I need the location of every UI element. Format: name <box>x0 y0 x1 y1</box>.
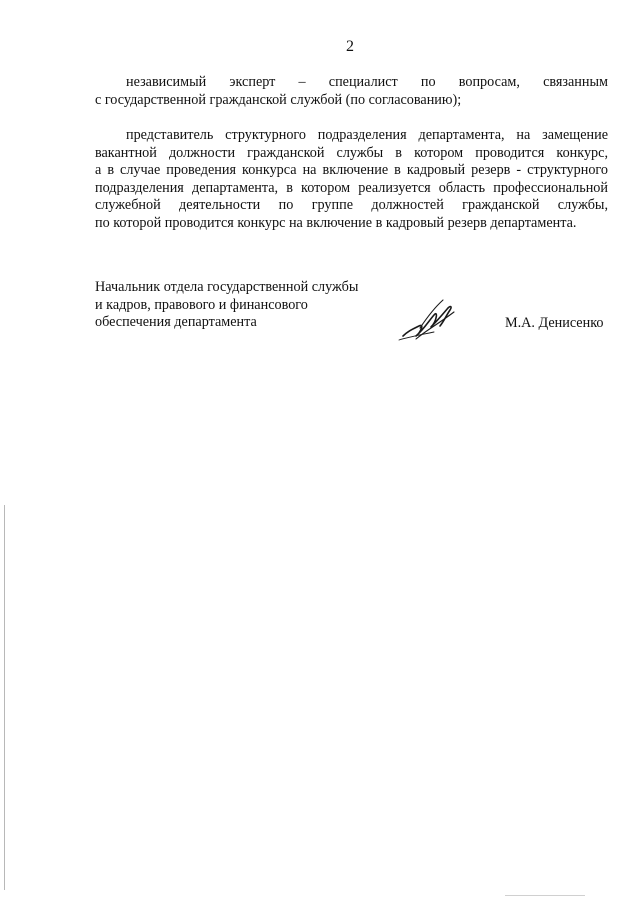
paragraph-line: вакантной должности гражданской службы в котором проводится конкурс, <box>95 144 608 161</box>
paragraph-department-representative <box>95 127 608 232</box>
paragraph-line: подразделения департамента, в котором реализуется область профессиональной <box>95 179 608 196</box>
handwritten-signature <box>395 297 465 347</box>
paragraph-line: а в случае проведения конкурса на включение в кадровый резерв - структурного <box>95 162 608 178</box>
signer-position-line: и кадров, правового и финансового <box>95 296 308 313</box>
paragraph-line: представитель структурного подразделения департамента, на замещение <box>126 127 608 143</box>
paragraph-line: по которой проводится конкурс на включение в кадровый резерв департамента. <box>95 214 577 231</box>
signer-position-line: обеспечения департамента <box>95 314 257 330</box>
paragraph-independent-expert <box>95 74 608 109</box>
signer-position-line: Начальник отдела государственной службы <box>95 279 359 295</box>
scan-edge-line <box>4 505 5 890</box>
paragraph-line: с государственной гражданской службой (по согласованию); <box>95 91 462 108</box>
paragraph-line: независимый эксперт – специалист по вопросам, связанным <box>126 74 608 90</box>
signer-position <box>95 279 380 332</box>
signer-name: М.А. Денисенко <box>505 315 604 331</box>
page-number: 2 <box>346 38 354 55</box>
paragraph-line: служебной деятельности по группе должностей гражданской службы, <box>95 197 608 213</box>
scan-bottom-mark <box>505 895 585 896</box>
